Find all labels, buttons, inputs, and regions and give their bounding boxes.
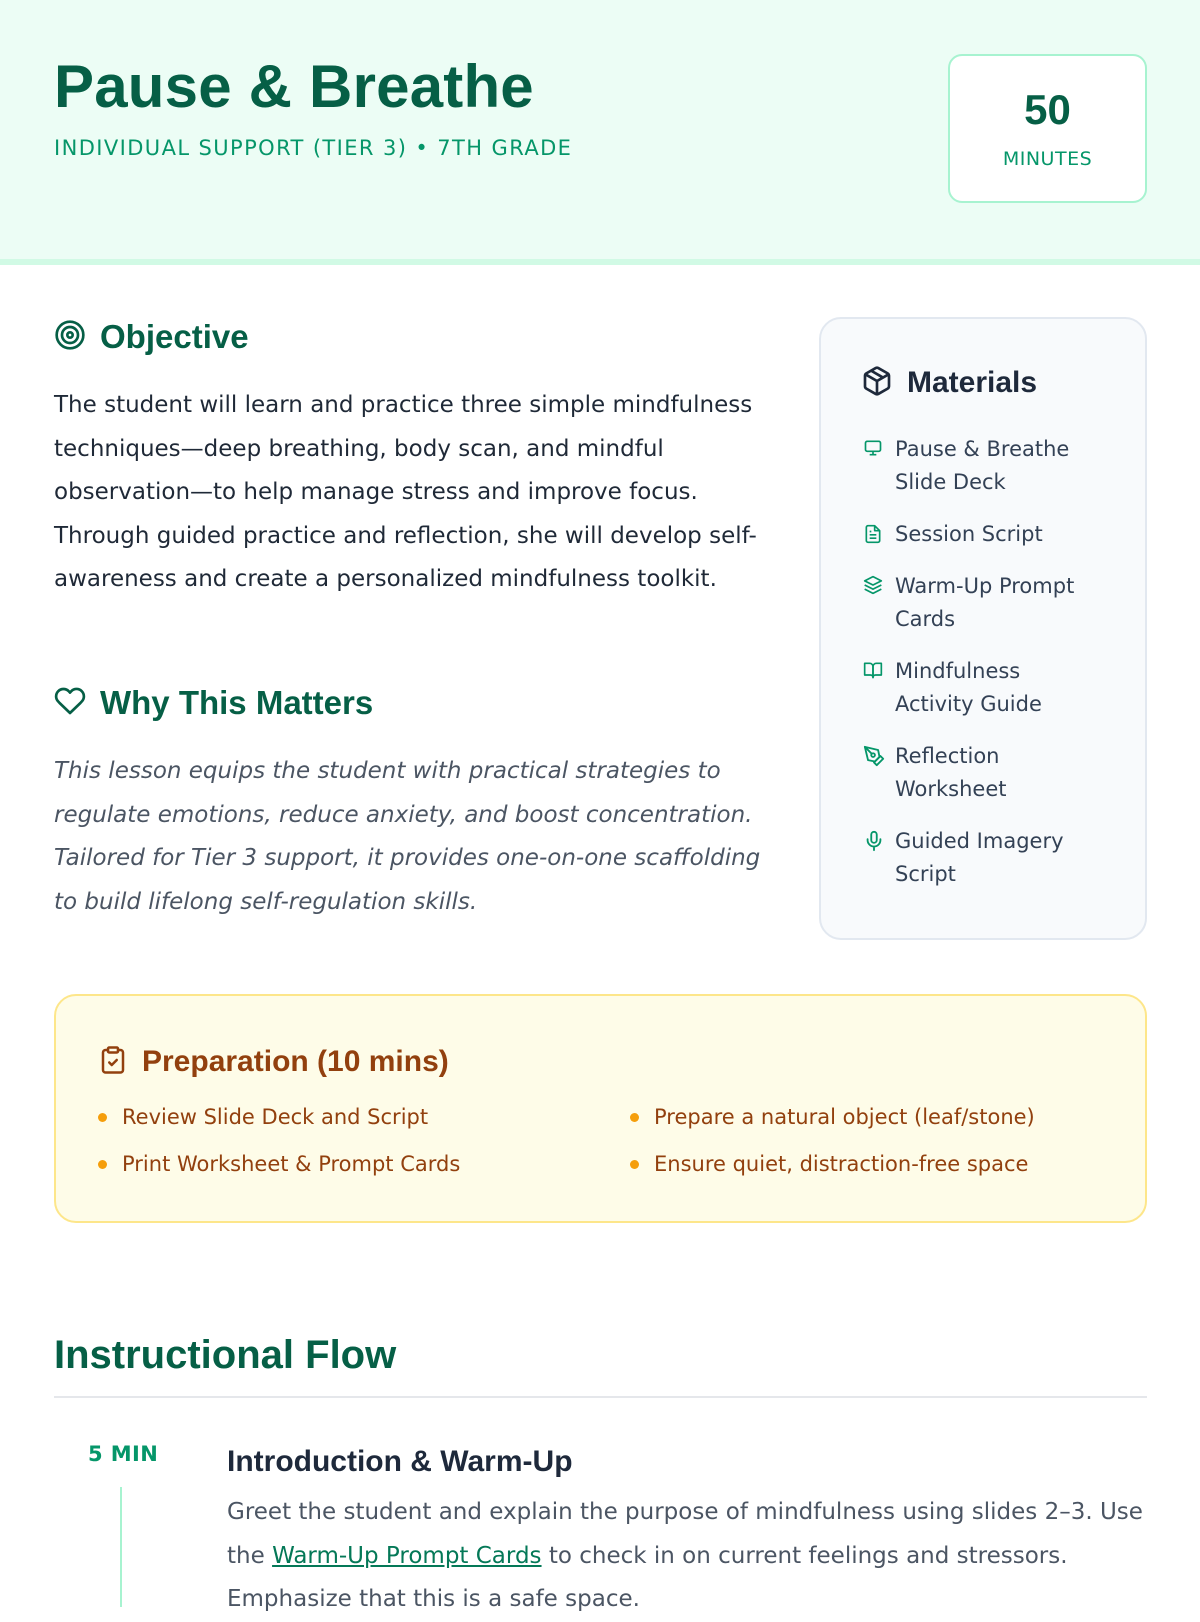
why-heading <box>54 684 373 722</box>
step-time-badge: 5 MIN <box>88 1442 159 1466</box>
prep-item <box>98 1152 460 1176</box>
prep-item <box>630 1152 1028 1176</box>
materials-card <box>819 317 1147 940</box>
prep-item <box>630 1105 1035 1129</box>
material-item-warm-up-cards[interactable] <box>863 570 1074 636</box>
material-item-reflection-worksheet[interactable] <box>863 740 1007 806</box>
material-label: Worksheet <box>895 777 1007 801</box>
pen-tool-icon <box>863 745 885 771</box>
material-label: Warm-Up Prompt <box>895 574 1075 598</box>
material-item-session-script[interactable] <box>863 518 1043 551</box>
step-title: Introduction & Warm-Up <box>227 1445 573 1478</box>
material-label: Session Script <box>895 522 1043 546</box>
duration-unit: MINUTES <box>1002 148 1093 170</box>
material-item-slide-deck[interactable] <box>863 433 1069 499</box>
material-label: Guided Imagery <box>895 829 1064 853</box>
step-description <box>227 1491 1147 1622</box>
timeline-line <box>120 1487 122 1607</box>
objective-title: Objective <box>100 318 249 355</box>
target-icon <box>54 319 86 355</box>
warm-up-cards-link[interactable]: Warm-Up Prompt Cards <box>272 1542 542 1569</box>
step-text-before: Greet the student and explain the purpose of mindfulness using slides 2–3. Use the <box>227 1499 1143 1569</box>
preparation-title: Preparation (10 mins) <box>142 1045 449 1078</box>
preparation-card <box>54 994 1147 1223</box>
materials-title: Materials <box>907 366 1038 399</box>
step-text-after: to check in on current feelings and stressors. Emphasize that this is a safe space. <box>227 1542 1068 1612</box>
material-item-guided-imagery[interactable] <box>863 825 1064 891</box>
why-title: Why This Matters <box>100 684 374 721</box>
instructional-flow-title: Instructional Flow <box>54 1333 397 1377</box>
prep-item-text: Review Slide Deck and Script <box>122 1105 429 1129</box>
monitor-icon <box>863 438 885 462</box>
book-open-icon <box>863 660 885 684</box>
prep-item <box>98 1105 428 1129</box>
materials-heading <box>861 365 1037 401</box>
prep-item-text: Print Worksheet & Prompt Cards <box>122 1152 461 1176</box>
lesson-header <box>0 0 1200 265</box>
section-divider <box>54 1396 1147 1398</box>
bullet-dot <box>98 1113 107 1122</box>
material-label: Pause & Breathe <box>895 437 1070 461</box>
lesson-title: Pause & Breathe <box>54 53 534 120</box>
file-text-icon <box>863 523 885 549</box>
bullet-dot <box>630 1113 639 1122</box>
material-item-activity-guide[interactable] <box>863 655 1042 721</box>
lesson-subtitle: INDIVIDUAL SUPPORT (TIER 3) • 7TH GRADE <box>54 136 573 160</box>
why-text: This lesson equips the student with practical strategies to regulate emotions, reduce anxiety, and boost concentration. Tailored for Tier 3 support, it provides one-on-one scaffolding to build lifelong self-regulation skills. <box>54 758 761 915</box>
prep-item-text: Prepare a natural object (leaf/stone) <box>654 1105 1035 1129</box>
prep-item-text: Ensure quiet, distraction-free space <box>654 1152 1029 1176</box>
bullet-dot <box>98 1160 107 1169</box>
material-label: Mindfulness <box>895 659 1021 683</box>
mic-icon <box>863 830 885 856</box>
material-label: Slide Deck <box>895 470 1006 494</box>
bullet-dot <box>630 1160 639 1169</box>
duration-card <box>948 54 1147 203</box>
duration-value: 50 <box>1024 86 1071 133</box>
material-label: Cards <box>895 607 956 631</box>
material-label: Script <box>895 862 956 886</box>
objective-text: The student will learn and practice three simple mindfulness techniques—deep breathing, body scan, and mindful observation—to help manage stress and improve focus. Through guided practice and reflection, she will develop self-awareness and create a personalized mindfulness toolkit. <box>54 392 757 592</box>
clipboard-check-icon <box>98 1044 128 1080</box>
objective-heading <box>54 318 249 356</box>
preparation-heading <box>98 1044 449 1080</box>
material-label: Activity Guide <box>895 692 1042 716</box>
heart-icon <box>54 685 86 721</box>
package-icon <box>861 365 893 401</box>
material-label: Reflection <box>895 744 1000 768</box>
layers-icon <box>863 575 885 599</box>
